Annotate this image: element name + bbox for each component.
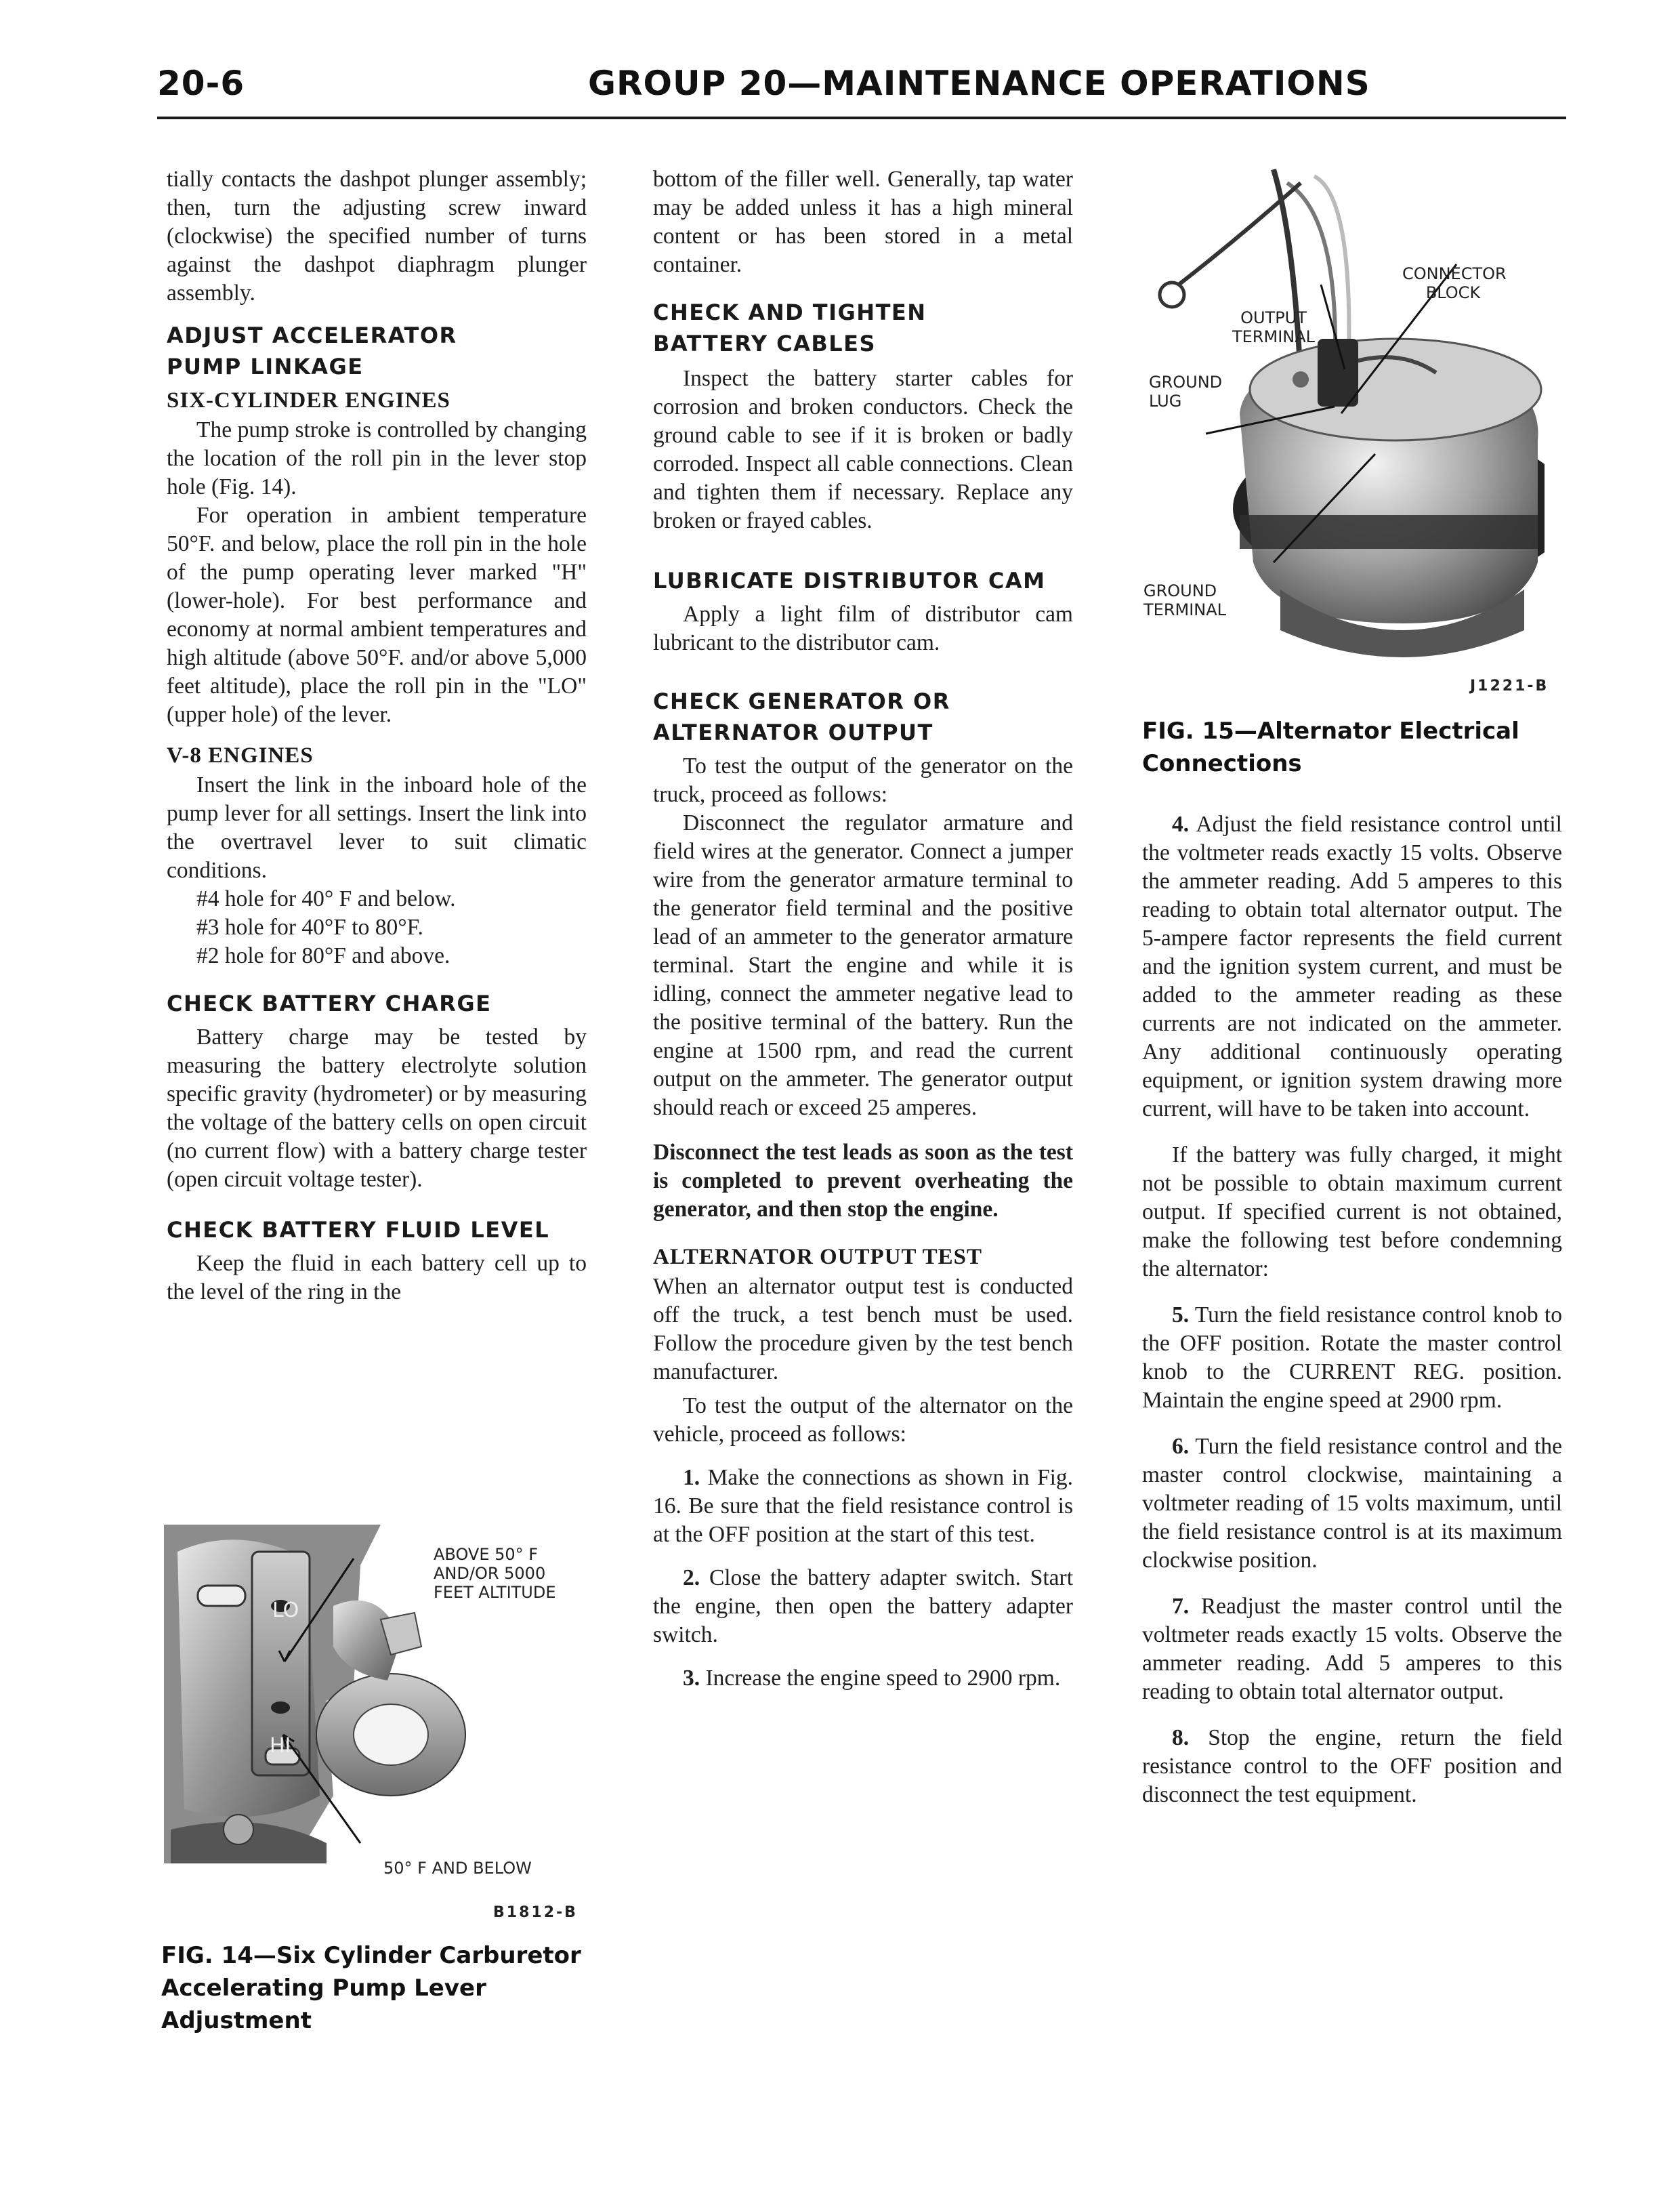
list-item: #3 hole for 40°F to 80°F. bbox=[196, 915, 423, 940]
step-5: 5. Turn the field resistance control knob to the OFF position. Rotate the master control knob to the CURRENT REG. position. Maintain the engine speed at 2900 rpm. bbox=[1142, 1302, 1562, 1413]
paragraph: Disconnect the regulator armature and field wires at the generator. Connect a jumper wire from the generator armature terminal to the generator field terminal and the positive lead of an ammeter to the generator armature terminal. Start the engine and while it is idling, connect the ammeter negative lead to the positive terminal of the battery. Run the engine at 1500 rpm, and read the current output on the ammeter. The generator output should reach or exceed 25 amperes. bbox=[653, 810, 1073, 1120]
section-heading: LUBRICATE DISTRIBUTOR CAM bbox=[653, 568, 1046, 594]
column-2 bbox=[653, 165, 1073, 1693]
warning-paragraph: Disconnect the test leads as soon as the test is completed to prevent overheating the generator, and then stop the engine. bbox=[653, 1140, 1073, 1222]
paragraph: For operation in ambient temperature 50°F. and below, place the roll pin in the hole of the pump operating lever marked "H" (lower-hole). For best performance and economy at normal ambient temperatures and high altitude (above 50°F. and/or above 5,000 feet altitude), place the roll pin in the "LO" (upper hole) of the lever. bbox=[167, 503, 587, 727]
paragraph: Apply a light film of distributor cam lubricant to the distributor cam. bbox=[653, 602, 1073, 655]
fig14-label-hi: HI bbox=[270, 1734, 291, 1758]
step-1: 1. Make the connections as shown in Fig. 16. Be sure that the field resistance control is at the OFF position at the start of this test. bbox=[653, 1465, 1074, 1547]
section-heading: CHECK BATTERY CHARGE bbox=[167, 991, 492, 1016]
section-heading: CHECK GENERATOR OR ALTERNATOR OUTPUT bbox=[653, 688, 950, 745]
page-number: 20-6 bbox=[157, 64, 245, 103]
paragraph: Battery charge may be tested by measuring the battery electrolyte solution specific gravity (hydrometer) or by measuring the voltage of the battery cells on open circuit (no current flow) with a battery charge tester (open circuit voltage tester). bbox=[167, 1025, 587, 1192]
paragraph: tially contacts the dashpot plunger assembly; then, turn the adjusting screw inward (clockwise) the specified number of turns against the dashpot diaphragm plunger assembly. bbox=[167, 167, 587, 306]
fig15-label-ground-terminal: GROUND TERMINAL bbox=[1143, 581, 1227, 619]
list-item: #2 hole for 80°F and above. bbox=[196, 943, 450, 968]
fig15-code: J1221-B bbox=[1470, 678, 1549, 695]
fig14-label-lo: LO bbox=[272, 1598, 299, 1622]
list-item: #4 hole for 40° F and below. bbox=[196, 886, 456, 911]
subsection-heading: V-8 ENGINES bbox=[167, 743, 314, 768]
subsection-heading: ALTERNATOR OUTPUT TEST bbox=[653, 1245, 982, 1269]
section-heading: ADJUST ACCELERATOR PUMP LINKAGE bbox=[167, 323, 457, 379]
step-6: 6. Turn the field resistance control and the master control clockwise, maintaining a voltmeter reading of 15 volts maximum, until the field resistance control is at its maximum clockwise position. bbox=[1142, 1434, 1562, 1573]
step-3: 3. Increase the engine speed to 2900 rpm. bbox=[683, 1666, 1061, 1691]
fig14-caption: FIG. 14—Six Cylinder Carburetor Accelerating Pump Lever Adjustment bbox=[161, 1942, 581, 2034]
paragraph: When an alternator output test is conducted off the truck, a test bench must be used. Follow the procedure given by the test bench manufacturer. bbox=[653, 1274, 1073, 1384]
fig15-caption: FIG. 15—Alternator Electrical Connections bbox=[1142, 718, 1519, 777]
column-1 bbox=[167, 165, 587, 1306]
paragraph: Insert the link in the inboard hole of the pump lever for all settings. Insert the link into the overtravel lever to suit climatic conditions. bbox=[167, 772, 587, 883]
section-heading: CHECK AND TIGHTEN BATTERY CABLES bbox=[653, 300, 927, 356]
page-title: GROUP 20—MAINTENANCE OPERATIONS bbox=[588, 64, 1370, 103]
subsection-heading: SIX-CYLINDER ENGINES bbox=[167, 388, 450, 413]
step-2: 2. Close the battery adapter switch. Start the engine, then open the battery adapter switch. bbox=[653, 1565, 1074, 1647]
paragraph: The pump stroke is controlled by changing the location of the roll pin in the lever stop hole (Fig. 14). bbox=[167, 417, 587, 499]
paragraph: To test the output of the alternator on the vehicle, proceed as follows: bbox=[653, 1393, 1073, 1447]
paragraph: If the battery was fully charged, it might not be possible to obtain maximum current output. If specified current is not obtained, make the following test before condemning the alternator: bbox=[1142, 1142, 1562, 1281]
paragraph: Inspect the battery starter cables for corrosion and broken conductors. Check the ground cable to see if it is broken or badly corroded. Inspect all cable connections. Clean and tighten them if necessary. Replace any broken or frayed cables. bbox=[653, 366, 1073, 533]
fig14-label-below: 50° F AND BELOW bbox=[383, 1859, 532, 1878]
fig15-label-output: OUTPUT TERMINAL bbox=[1232, 308, 1316, 346]
step-4: 4. Adjust the field resistance control until the voltmeter reads exactly 15 volts. Observe the ammeter reading. Add 5 amperes to this reading to obtain total alternator output. The 5-ampere factor represents the field current and the ignition system current, and must be added to the ammeter reading as these currents are not indicated on the ammeter. Any additional continuously operating equipment, or ignition system drawing more current, will have to be taken into account. bbox=[1142, 812, 1562, 1121]
fig14-label-above: ABOVE 50° F AND/OR 5000 FEET ALTITUDE bbox=[434, 1545, 556, 1602]
step-7: 7. Readjust the master control until the voltmeter reads exactly 15 volts. Observe the ammeter reading. Add 5 amperes to this reading to obtain total alternator output. bbox=[1142, 1594, 1562, 1704]
fig15-label-connector: CONNECTOR BLOCK bbox=[1402, 264, 1507, 302]
paragraph: To test the output of the generator on the truck, proceed as follows: bbox=[653, 754, 1073, 807]
column-3 bbox=[1142, 810, 1562, 1809]
fig15-label-ground-lug: GROUND LUG bbox=[1149, 373, 1223, 411]
paragraph: bottom of the filler well. Generally, tap water may be added unless it has a high mineral content or has been stored in a metal container. bbox=[653, 167, 1073, 277]
header-rule bbox=[157, 117, 1566, 119]
fig14-code: B1812-B bbox=[493, 1904, 578, 1921]
section-heading: CHECK BATTERY FLUID LEVEL bbox=[167, 1217, 550, 1243]
paragraph: Keep the fluid in each battery cell up to the level of the ring in the bbox=[167, 1251, 587, 1304]
step-8: 8. Stop the engine, return the field resistance control to the OFF position and disconnect the test equipment. bbox=[1142, 1725, 1562, 1807]
